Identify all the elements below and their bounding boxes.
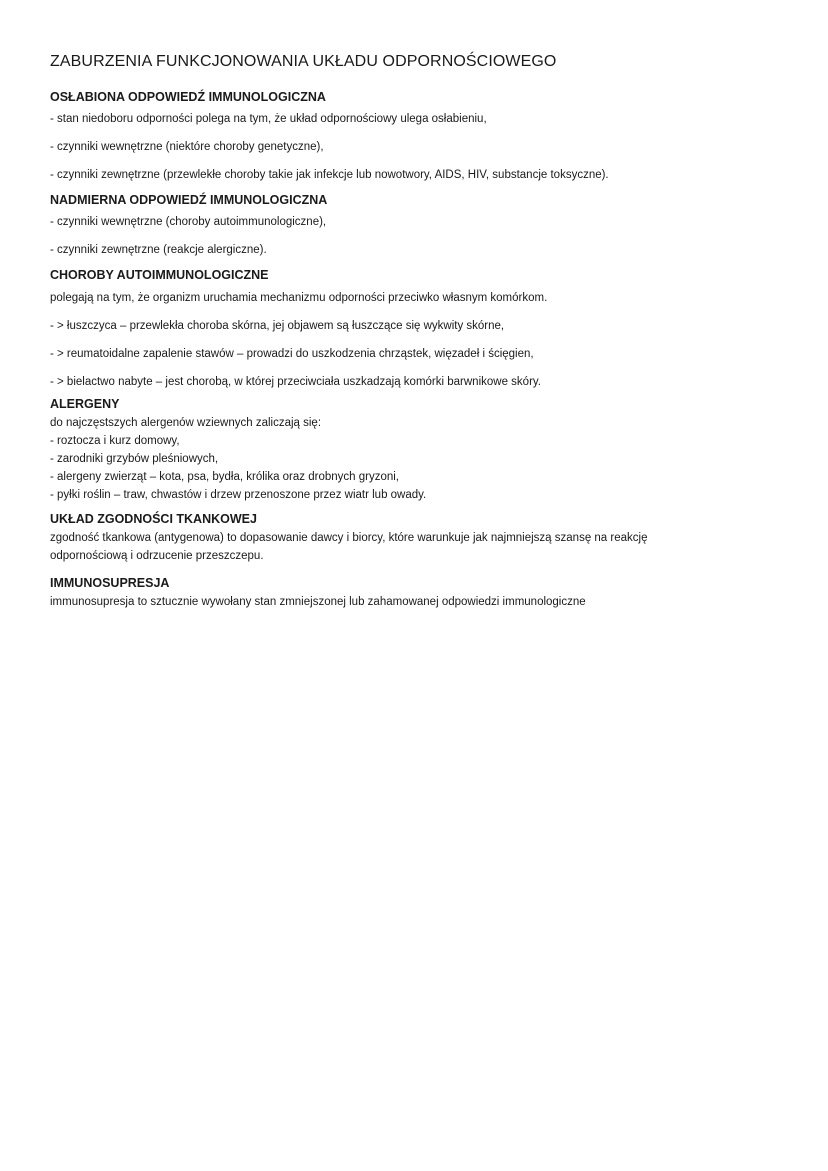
section-heading: CHOROBY AUTOIMMUNOLOGICZNE [50, 268, 269, 282]
text-line: - czynniki zewnętrzne (reakcje alergiczne). [50, 244, 267, 256]
text-line: zgodność tkankowa (antygenowa) to dopasowanie dawcy i biorcy, które warunkuje jak najmniejszą szansę na reakcję [50, 532, 648, 544]
text-line: immunosupresja to sztucznie wywołany stan zmniejszonej lub zahamowanej odpowiedzi immunologiczne [50, 596, 586, 608]
section-heading: IMMUNOSUPRESJA [50, 576, 170, 590]
text-line: - stan niedoboru odporności polega na tym, że układ odpornościowy ulega osłabieniu, [50, 113, 487, 125]
text-line: - > bielactwo nabyte – jest chorobą, w której przeciwciała uszkadzają komórki barwnikowe skóry. [50, 376, 541, 388]
text-line: polegają na tym, że organizm uruchamia mechanizmu odporności przeciwko własnym komórkom. [50, 292, 548, 304]
section-heading: ALERGENY [50, 397, 120, 411]
section-heading: NADMIERNA ODPOWIEDŹ IMMUNOLOGICZNA [50, 193, 328, 207]
text-line: - pyłki roślin – traw, chwastów i drzew przenoszone przez wiatr lub owady. [50, 489, 427, 501]
section-allergens [50, 396, 790, 504]
section-autoimmune-diseases [50, 267, 790, 389]
text-line: - alergeny zwierząt – kota, psa, bydła, królika oraz drobnych gryzoni, [50, 471, 399, 483]
text-line: do najczęstszych alergenów wziewnych zaliczają się: [50, 417, 322, 429]
text-line: - czynniki wewnętrzne (choroby autoimmunologiczne), [50, 216, 327, 228]
text-line: odpornościową i odrzucenie przeszczepu. [50, 550, 264, 562]
section-tissue-compatibility [50, 511, 790, 565]
section-heading: OSŁABIONA ODPOWIEDŹ IMMUNOLOGICZNA [50, 90, 326, 104]
section-immunosuppression [50, 575, 790, 611]
text-line: - zarodniki grzybów pleśniowych, [50, 453, 219, 465]
document-title: ZABURZENIA FUNKCJONOWANIA UKŁADU ODPORNOŚCIOWEGO [50, 53, 557, 70]
section-weakened-response [50, 89, 790, 182]
text-line: - czynniki zewnętrzne (przewlekłe choroby takie jak infekcje lub nowotwory, AIDS, HIV, substancje toksyczne). [50, 169, 609, 181]
text-line: - czynniki wewnętrzne (niektóre choroby genetyczne), [50, 141, 324, 153]
text-line: - roztocza i kurz domowy, [50, 435, 180, 447]
section-excessive-response [50, 192, 790, 257]
document-content [50, 52, 790, 611]
section-heading: UKŁAD ZGODNOŚCI TKANKOWEJ [50, 512, 257, 526]
text-line: - > reumatoidalne zapalenie stawów – prowadzi do uszkodzenia chrząstek, więzadeł i ścięgien, [50, 348, 534, 360]
text-line: - > łuszczyca – przewlekła choroba skórna, jej objawem są łuszczące się wykwity skórne, [50, 320, 505, 332]
